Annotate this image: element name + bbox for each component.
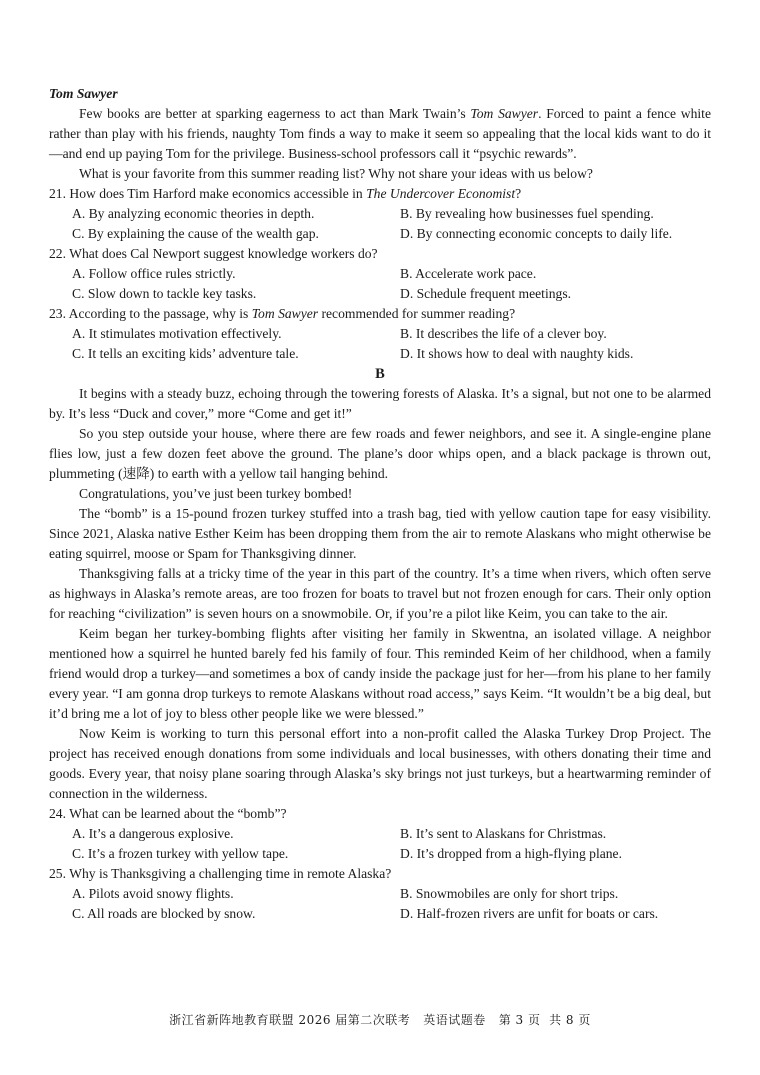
question-23 bbox=[49, 304, 711, 364]
option-c[interactable]: C. It’s a frozen turkey with yellow tape. bbox=[72, 846, 289, 861]
passage-paragraph: Few books are better at sparking eagerness to act than Mark Twain’s Tom Sawyer. Forced to paint a fence white rather than play with his friends, naughty Tom finds a way to make it seem so appealing that the local kids want to do it—and end up paying Tom for the privilege. Business-school professors call it “psychic rewards”. bbox=[49, 106, 711, 161]
passage-paragraph: Congratulations, you’ve just been turkey bombed! bbox=[79, 486, 353, 501]
page-content bbox=[49, 84, 711, 924]
question-stem: 22. What does Cal Newport suggest knowledge workers do? bbox=[49, 246, 378, 261]
option-a[interactable]: A. It’s a dangerous explosive. bbox=[72, 826, 234, 841]
option-d[interactable]: D. Half-frozen rivers are unfit for boats or cars. bbox=[400, 906, 659, 921]
option-c[interactable]: C. It tells an exciting kids’ adventure tale. bbox=[72, 346, 299, 361]
section-heading: B bbox=[375, 366, 385, 382]
question-options bbox=[49, 824, 711, 864]
passage-paragraph: What is your favorite from this summer reading list? Why not share your ideas with us below? bbox=[79, 166, 593, 181]
question-25 bbox=[49, 864, 711, 924]
option-a[interactable]: A. Pilots avoid snowy flights. bbox=[72, 886, 234, 901]
option-a[interactable]: A. By analyzing economic theories in depth. bbox=[72, 206, 315, 221]
question-options bbox=[49, 204, 711, 244]
passage-paragraph: Now Keim is working to turn this personal effort into a non-profit called the Alaska Turkey Drop Project. The project has received enough donations from some individuals and local businesses, with others donating their time and goods. Every year, that noisy plane soaring through Alaska’s sky brings not just turkeys, but a heartwarming reminder of connection in the wilderness. bbox=[49, 726, 711, 801]
question-24 bbox=[49, 804, 711, 864]
passage-title: Tom Sawyer bbox=[49, 86, 118, 101]
passage-paragraph: Thanksgiving falls at a tricky time of the year in this part of the country. It’s a time when rivers, which often serve as highways in Alaska’s remote areas, are too frozen for boats to travel but not frozen enough for cars. Their only option for reaching “civilization” is seven hours on a snowmobile. Or, if you’re a pilot like Keim, you can take to the air. bbox=[49, 566, 711, 621]
question-stem: 23. According to the passage, why is Tom Sawyer recommended for summer reading? bbox=[49, 306, 516, 321]
option-a[interactable]: A. Follow office rules strictly. bbox=[72, 266, 236, 281]
question-stem: 24. What can be learned about the “bomb”? bbox=[49, 806, 287, 821]
option-a[interactable]: A. It stimulates motivation effectively. bbox=[72, 326, 282, 341]
passage-paragraph: It begins with a steady buzz, echoing through the towering forests of Alaska. It’s a signal, but not one to be alarmed by. It’s less “Duck and cover,” more “Come and get it!” bbox=[49, 386, 711, 421]
page-footer: 浙江省新阵地教育联盟 2026 届第二次联考 英语试题卷 第 3 页 共 8 页 bbox=[169, 1013, 591, 1027]
option-d[interactable]: D. It’s dropped from a high-flying plane. bbox=[400, 846, 622, 861]
question-stem: 21. How does Tim Harford make economics accessible in The Undercover Economist? bbox=[49, 186, 522, 201]
option-c[interactable]: C. All roads are blocked by snow. bbox=[72, 906, 256, 921]
option-d[interactable]: D. By connecting economic concepts to daily life. bbox=[400, 226, 673, 241]
option-b[interactable]: B. Snowmobiles are only for short trips. bbox=[400, 886, 619, 901]
option-b[interactable]: B. It’s sent to Alaskans for Christmas. bbox=[400, 826, 607, 841]
option-b[interactable]: B. Accelerate work pace. bbox=[400, 266, 537, 281]
passage-paragraph: Keim began her turkey-bombing flights after visiting her family in Skwentna, an isolated village. A neighbor mentioned how a squirrel he hunted barely fed his family of four. This reminded Keim of her childhood, when a family friend would drop a turkey—and sometimes a box of candy inside the package just for her—from his plane to her family every year. “I am gonna drop turkeys to remote Alaskans without road access,” says Keim. “It wouldn’t be a big deal, but it’d bring me a lot of joy to bless other people like we were blessed.” bbox=[49, 626, 711, 721]
option-c[interactable]: C. Slow down to tackle key tasks. bbox=[72, 286, 257, 301]
option-b[interactable]: B. It describes the life of a clever boy. bbox=[400, 326, 607, 341]
question-options bbox=[49, 884, 711, 924]
question-options bbox=[49, 324, 711, 364]
question-options bbox=[49, 264, 711, 304]
passage-paragraph: The “bomb” is a 15-pound frozen turkey stuffed into a trash bag, tied with yellow caution tape for easy visibility. Since 2021, Alaska native Esther Keim has been dropping them from the air to remote Alaskans who might otherwise be eating squirrel, moose or Spam for Thanksgiving dinner. bbox=[49, 506, 711, 561]
question-22 bbox=[49, 244, 711, 304]
option-b[interactable]: B. By revealing how businesses fuel spending. bbox=[400, 206, 654, 221]
question-stem: 25. Why is Thanksgiving a challenging time in remote Alaska? bbox=[49, 866, 392, 881]
option-d[interactable]: D. Schedule frequent meetings. bbox=[400, 286, 572, 301]
passage-paragraph: So you step outside your house, where there are few roads and fewer neighbors, and see it. A single-engine plane flies low, just a few dozen feet above the ground. The plane’s door whips open, and a black package is thrown out, plummeting (速降) to earth with a yellow tail hanging behind. bbox=[49, 426, 711, 481]
question-21 bbox=[49, 184, 711, 244]
option-d[interactable]: D. It shows how to deal with naughty kids. bbox=[400, 346, 634, 361]
option-c[interactable]: C. By explaining the cause of the wealth gap. bbox=[72, 226, 319, 241]
